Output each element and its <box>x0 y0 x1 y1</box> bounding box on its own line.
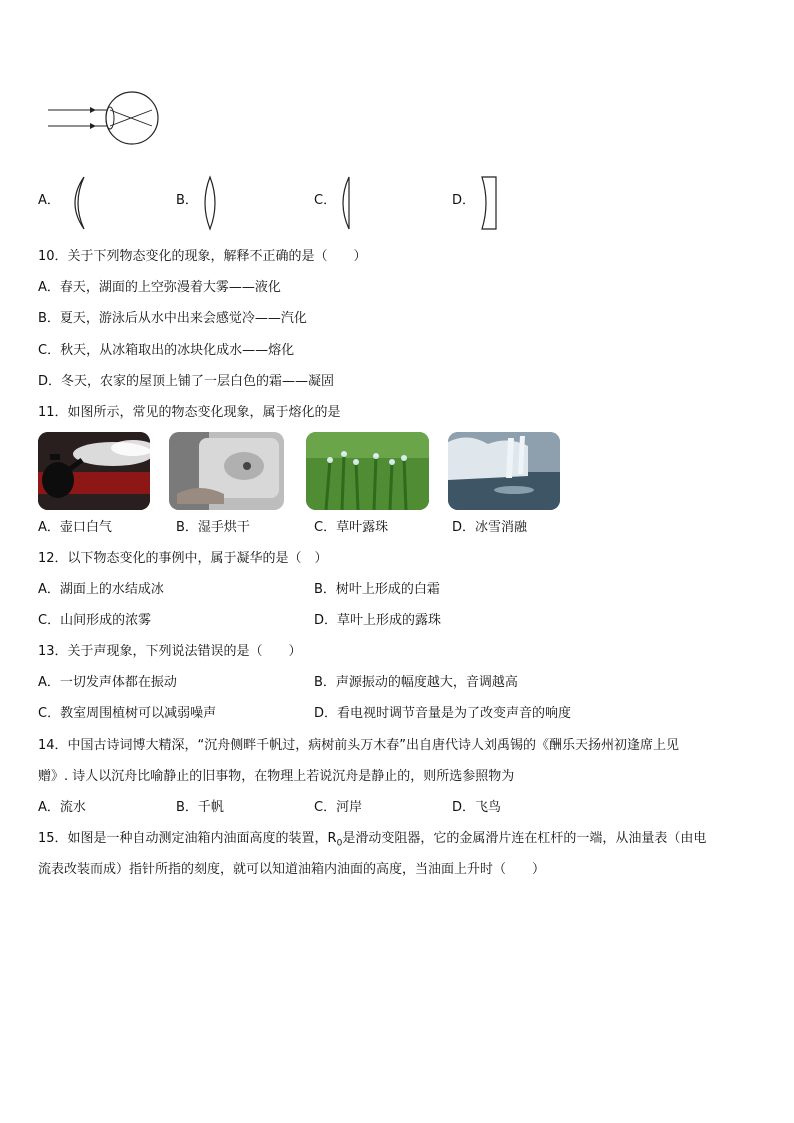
plano-concave-lens-icon <box>478 175 500 231</box>
q9-option-b-label: B． <box>176 193 198 208</box>
q13-option-c: C．教室周围植树可以减弱噪声 <box>38 706 217 721</box>
q15-line-1 <box>38 830 706 853</box>
q14-option-d: D．飞鸟 <box>452 800 502 815</box>
q11-option-d: D．冰雪消融 <box>452 520 528 535</box>
r0-subscript: 0 <box>336 838 343 849</box>
q10-option-d: D．冬天，农家的屋顶上铺了一层白色的霜——凝固 <box>38 374 335 389</box>
q10-option-c: C．秋天，从冰箱取出的冰块化成水——熔化 <box>38 343 295 358</box>
q11-option-b: B．湿手烘干 <box>176 520 250 535</box>
arrowhead-lower <box>90 123 96 129</box>
q12-option-d: D．草叶上形成的露珠 <box>314 613 442 628</box>
plano-convex-lens-icon <box>338 175 354 231</box>
q14-option-b: B．千帆 <box>176 800 224 815</box>
q14-line-2: 赠》. 诗人以沉舟比喻静止的旧事物，在物理上若说沉舟是静止的，则所选参照物为 <box>38 769 515 784</box>
q9-option-d-label: D． <box>452 193 476 208</box>
melting-ice-photo <box>448 432 560 510</box>
q15-line-1-part-a: 15．如图是一种自动测定油箱内油面高度的装置，R <box>38 831 337 846</box>
q14-option-c: C．河岸 <box>314 800 363 815</box>
q12-option-c: C．山间形成的浓雾 <box>38 613 152 628</box>
q12-option-b: B．树叶上形成的白霜 <box>314 582 440 597</box>
q9-option-a-label: A． <box>38 193 60 208</box>
q11-stem: 11．如图所示，常见的物态变化现象，属于熔化的是 <box>38 405 341 420</box>
kettle-steam-photo <box>38 432 150 510</box>
hand-dryer-photo <box>169 432 284 510</box>
q12-option-a: A．湖面上的水结成冰 <box>38 582 164 597</box>
q9-option-c-label: C． <box>314 193 337 208</box>
q13-option-d: D．看电视时调节音量是为了改变声音的响度 <box>314 706 572 721</box>
arrowhead-upper <box>90 107 96 113</box>
q13-option-a: A．一切发声体都在振动 <box>38 675 177 690</box>
q10-stem: 10．关于下列物态变化的现象，解释不正确的是（ ） <box>38 249 367 264</box>
grass-dew-photo <box>306 432 429 510</box>
q13-option-b: B．声源振动的幅度越大，音调越高 <box>314 675 518 690</box>
q10-option-a: A．春天，湖面的上空弥漫着大雾——液化 <box>38 280 281 295</box>
q11-option-a: A．壶口白气 <box>38 520 112 535</box>
q13-stem: 13．关于声现象，下列说法错误的是（ ） <box>38 644 302 659</box>
q15-line-2: 流表改装而成）指针所指的刻度，就可以知道油箱内油面的高度，当油面上升时（ ） <box>38 862 546 877</box>
biconvex-lens-icon <box>202 175 218 231</box>
q12-stem: 12．以下物态变化的事例中，属于凝华的是（ ） <box>38 551 328 566</box>
q10-option-b: B．夏天，游泳后从水中出来会感觉冷——汽化 <box>38 311 307 326</box>
q14-line-1: 14．中国古诗词博大精深，“沉舟侧畔千帆过，病树前头万木春”出自唐代诗人刘禹锡的《酬乐天扬州初逢席上见 <box>38 738 680 753</box>
q15-line-1-part-b: 是滑动变阻器，它的金属滑片连在杠杆的一端，从油量表（由电 <box>342 831 707 846</box>
concave-meniscus-lens-icon <box>64 175 88 231</box>
q14-option-a: A．流水 <box>38 800 86 815</box>
q11-option-c: C．草叶露珠 <box>314 520 389 535</box>
eye-diagram <box>40 88 170 150</box>
